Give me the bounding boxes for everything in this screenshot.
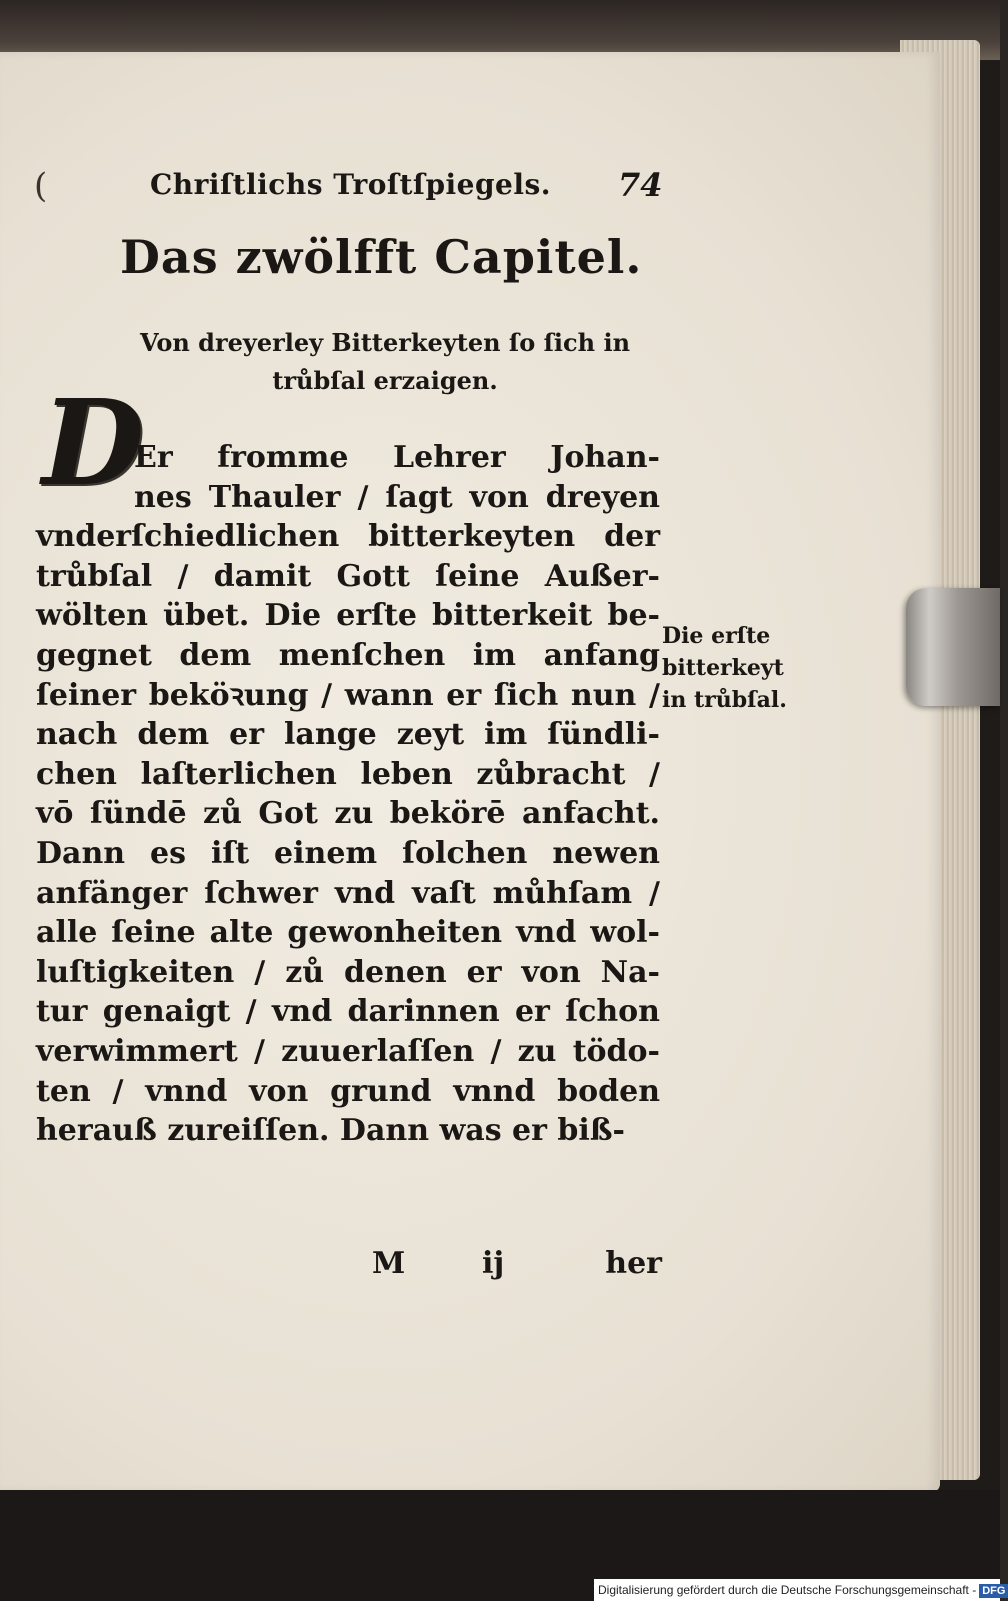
text-line: alle ſeine alte gewonheiten vnd wol-	[36, 915, 660, 951]
top-shadow	[0, 0, 1000, 60]
text-line: Dann es iſt einem ſolchen newen	[36, 835, 660, 871]
text-line: verwimmert / zuuerlaſſen / zu tödo-	[36, 1033, 660, 1069]
catchword: her	[605, 1246, 662, 1281]
text-line: Er fromme Lehrer Johan-	[134, 440, 660, 475]
page-clip	[906, 588, 1000, 706]
running-head: Chriſtlichs Troſtſpiegels.	[150, 168, 552, 201]
text-line: anfänger ſchwer vnd vaſt můhſam /	[36, 875, 660, 911]
text-line: ten / vnnd von grund vnnd boden	[36, 1073, 660, 1109]
text-line: luſtigkeiten / zů denen er von Na-	[36, 954, 660, 990]
text-line: chen laſterlichen leben zůbracht /	[36, 756, 660, 792]
text-line: gegnet dem menſchen im anfang	[36, 637, 660, 673]
text-line: vō ſündē zů Got zu bekörē anfacht.	[36, 796, 660, 832]
decorated-initial: D	[41, 373, 145, 512]
margin-note-line: Die erſte	[662, 623, 771, 649]
text-line: nach dem er lange zeyt im ſündli-	[36, 717, 660, 753]
margin-note-line: in trůbſal.	[662, 687, 787, 713]
chapter-subtitle	[90, 324, 680, 400]
folio-number: 74	[618, 166, 663, 204]
digitization-credit	[594, 1579, 1006, 1601]
text-line: vnderſchiedlichen bitterkeyten der	[36, 519, 660, 555]
show-through-text	[670, 230, 910, 270]
text-line: ſeiner beköꝛung / wann er ſich nun /	[36, 677, 660, 713]
text-line: herauß zureiſſen. Dann was er biß-	[36, 1113, 625, 1149]
subtitle-line: Von dreyerley Bitterkeyten ſo ſich in	[139, 328, 631, 357]
chapter-title: Das zwölfft Capitel.	[120, 230, 643, 284]
body-text	[36, 438, 660, 1151]
text-line: trůbſal / damit Gott ſeine Außer-	[36, 558, 660, 594]
signature-number: ij	[482, 1246, 505, 1281]
text-line: tur genaigt / vnd darinnen er ſchon	[36, 994, 660, 1030]
subtitle-line: trůbſal erzaigen.	[272, 366, 498, 395]
gutter-bracket: (	[34, 166, 48, 206]
signature-mark: M	[372, 1246, 406, 1281]
credit-text: Digitalisierung gefördert durch die Deutsche Forschungsgemeinschaft -	[598, 1583, 977, 1597]
margin-note-line: bitterkeyt	[662, 655, 784, 681]
margin-note	[662, 620, 802, 716]
text-line: wölten übet. Die erſte bitterkeit be-	[36, 598, 660, 634]
signature-line	[372, 1246, 662, 1290]
dfg-logo: DFG	[979, 1584, 1008, 1598]
text-line: nes Thauler / ſagt von dreyen	[134, 479, 660, 515]
